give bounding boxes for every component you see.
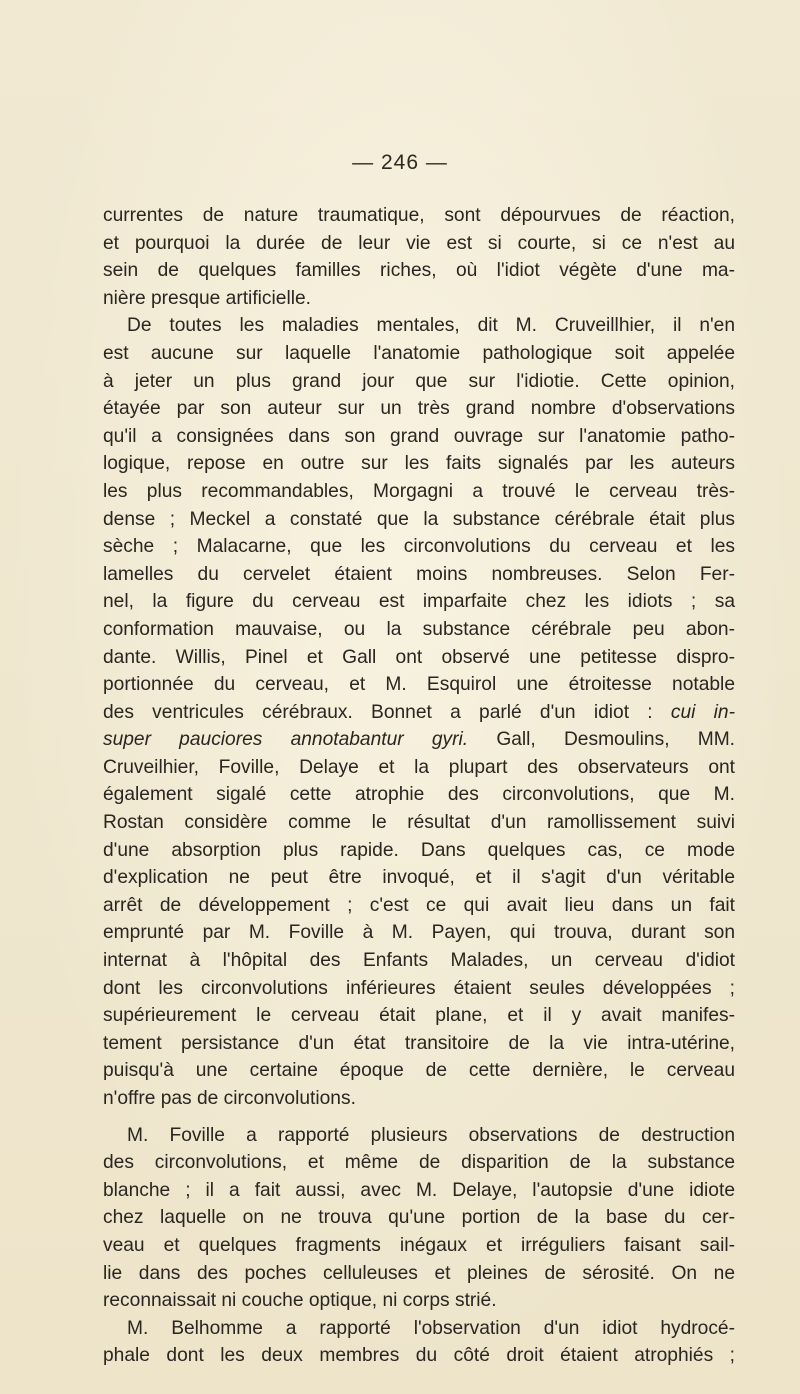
text-line: blanche ; il a fait aussi, avec M. Delaye, l'autopsie d'une idiote — [103, 1179, 735, 1201]
text-segment: des ventricules cérébraux. Bonnet a parlé d'un idiot : — [103, 701, 653, 723]
text-line: dont les circonvolutions inférieures étaient seules développées ; — [103, 977, 735, 999]
text-line: Cruveilhier, Foville, Delaye et la plupart des observateurs ont — [103, 756, 735, 778]
text-line-with-latin — [103, 699, 735, 727]
text-line: Rostan considère comme le résultat d'un ramollissement suivi — [103, 812, 735, 834]
text-line: qu'il a consignées dans son grand ouvrage sur l'anatomie patho- — [103, 425, 735, 447]
text-line: dense ; Meckel a constaté que la substance cérébrale était plus — [103, 508, 735, 530]
text-line: emprunté par M. Foville à M. Payen, qui trouva, durant son — [103, 922, 735, 944]
text-line: internat à l'hôpital des Enfants Malades, un cerveau d'idiot — [103, 950, 735, 972]
text-line: portionnée du cerveau, et M. Esquirol une étroitesse notable — [103, 674, 735, 696]
text-line: puisqu'à une certaine époque de cette dernière, le cerveau — [103, 1060, 735, 1082]
latin-quote: cui in- — [670, 701, 735, 723]
text-line: également sigalé cette atrophie des circonvolutions, que M. — [103, 784, 735, 806]
text-line: nel, la figure du cerveau est imparfaite chez les idiots ; sa — [103, 591, 735, 613]
text-line: veau et quelques fragments inégaux et irréguliers faisant sail- — [103, 1234, 735, 1256]
text-line: phale dont les deux membres du côté droit étaient atrophiés ; — [103, 1345, 735, 1367]
text-line: d'une absorption plus rapide. Dans quelques cas, ce mode — [103, 839, 735, 861]
text-line: étayée par son auteur sur un très grand nombre d'observations — [103, 398, 735, 420]
text-line: n'offre pas de circonvolutions. — [103, 1088, 356, 1109]
text-line: lie dans des poches celluleuses et pleines de sérosité. On ne — [103, 1262, 735, 1284]
text-line: et pourquoi la durée de leur vie est si courte, si ce n'est au — [103, 232, 735, 254]
text-line: supérieurement le cerveau était plane, et il y avait manifes- — [103, 1005, 735, 1027]
text-line: arrêt de développement ; c'est ce qui avait lieu dans un fait — [103, 894, 735, 916]
text-line: sein de quelques familles riches, où l'idiot végète d'une ma- — [103, 260, 735, 282]
text-line: chez laquelle on ne trouva qu'une portion de la base du cer- — [103, 1207, 735, 1229]
text-line: nière presque artificielle. — [103, 287, 311, 309]
text-line: conformation mauvaise, ou la substance cérébrale peu abon- — [103, 618, 735, 640]
text-line: De toutes les maladies mentales, dit M. Cruveillhier, il n'en — [127, 315, 735, 337]
text-line: d'explication ne peut être invoqué, et il s'agit d'un véritable — [103, 867, 735, 889]
text-line: les plus recommandables, Morgagni a trouvé le cerveau très- — [103, 480, 735, 502]
text-line: tement persistance d'un état transitoire de la vie intra-utérine, — [103, 1032, 735, 1054]
text-line: M. Belhomme a rapporté l'observation d'un idiot hydrocé- — [127, 1317, 735, 1339]
text-line: reconnaissait ni couche optique, ni corps strié. — [103, 1290, 497, 1312]
text-line: sèche ; Malacarne, que les circonvolutions du cerveau et les — [103, 536, 735, 558]
text-line: est aucune sur laquelle l'anatomie pathologique soit appelée — [103, 342, 735, 364]
text-segment: Gall, Desmoulins, MM. — [496, 729, 736, 751]
text-line: des circonvolutions, et même de disparition de la substance — [103, 1152, 735, 1174]
text-line: lamelles du cervelet étaient moins nombreuses. Selon Fer- — [103, 563, 735, 585]
text-line: à jeter un plus grand jour que sur l'idiotie. Cette opinion, — [103, 370, 735, 392]
text-line: dante. Willis, Pinel et Gall ont observé une petitesse dispro- — [103, 646, 735, 668]
text-line: M. Foville a rapporté plusieurs observations de destruction — [127, 1124, 735, 1146]
latin-quote: super pauciores annotabantur gyri. — [103, 729, 469, 751]
text-line-with-latin — [103, 726, 735, 754]
text-line: currentes de nature traumatique, sont dépourvues de réaction, — [103, 205, 735, 226]
page-number: — 246 — — [352, 151, 448, 174]
text-line: logique, repose en outre sur les faits signalés par les auteurs — [103, 453, 735, 475]
body-text — [103, 202, 735, 1370]
